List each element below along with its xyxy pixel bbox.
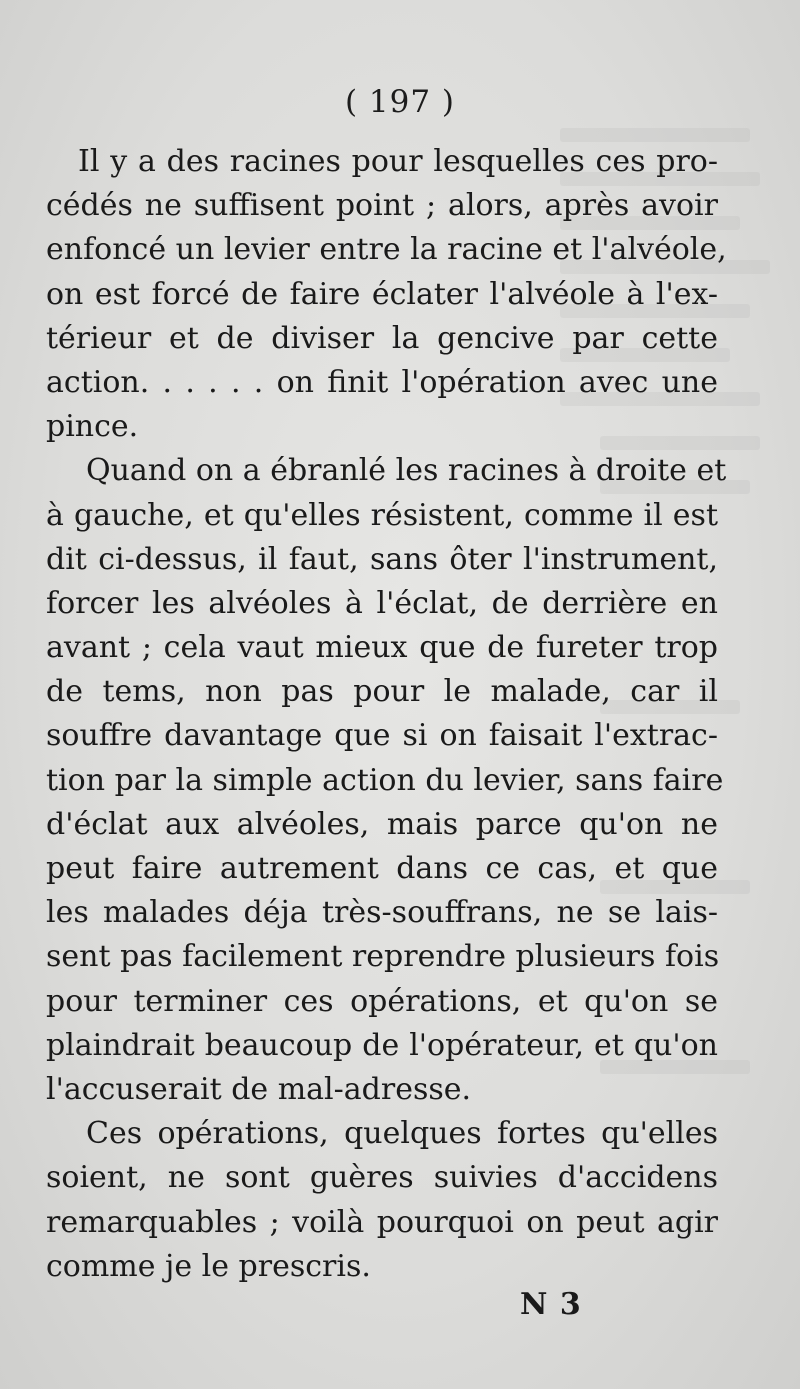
- text-line: térieur et de diviser la gencive par cette: [46, 320, 718, 356]
- text-line: dit ci-dessus, il faut, sans ôter l'instrument,: [46, 541, 718, 577]
- text-line: Quand on a ébranlé les racines à droite et: [86, 453, 727, 489]
- text-line: pour terminer ces opérations, et qu'on se: [46, 983, 718, 1019]
- text-line: pince.: [46, 409, 139, 445]
- text-line: Il y a des racines pour lesquelles ces pro-: [78, 144, 718, 179]
- paragraph-2: [46, 449, 727, 1112]
- body-text: [46, 140, 727, 1289]
- text-line: enfoncé un levier entre la racine et l'alvéole,: [46, 232, 727, 268]
- text-line: forcer les alvéoles à l'éclat, de derrière en: [46, 585, 718, 621]
- text-line: action. . . . . . on finit l'opération avec une: [46, 364, 718, 400]
- text-line: avant ; cela vaut mieux que de fureter trop: [46, 630, 718, 666]
- text-line: souffre davantage que si on faisait l'extrac-: [46, 718, 718, 754]
- text-line: on est forcé de faire éclater l'alvéole à l'ex-: [46, 276, 718, 312]
- text-line: peut faire autrement dans ce cas, et que: [46, 851, 718, 886]
- text-line: Ces opérations, quelques fortes qu'elles: [86, 1116, 718, 1152]
- text-line: l'accuserait de mal-adresse.: [46, 1071, 472, 1107]
- text-line: tion par la simple action du levier, sans faire: [46, 762, 724, 798]
- text-line: plaindrait beaucoup de l'opérateur, et qu'on: [46, 1027, 718, 1063]
- text-line: remarquables ; voilà pourquoi on peut agir: [46, 1204, 718, 1240]
- text-line: comme je le prescris.: [46, 1248, 371, 1284]
- page-number-header: ( 197 ): [344, 84, 456, 120]
- text-line: à gauche, et qu'elles résistent, comme il est: [46, 497, 718, 533]
- text-line: d'éclat aux alvéoles, mais parce qu'on ne: [46, 806, 718, 842]
- text-line: les malades déja très-souffrans, ne se lais-: [46, 895, 718, 931]
- paragraph-1: [46, 140, 727, 449]
- text-line: soient, ne sont guères suivies d'accidens: [46, 1160, 718, 1196]
- text-line: de tems, non pas pour le malade, car il: [46, 674, 718, 710]
- signature-mark: N 3: [520, 1287, 582, 1322]
- paragraph-3: [46, 1112, 718, 1289]
- text-line: sent pas facilement reprendre plusieurs fois: [46, 939, 720, 975]
- text-line: cédés ne suffisent point ; alors, après avoir: [46, 188, 718, 224]
